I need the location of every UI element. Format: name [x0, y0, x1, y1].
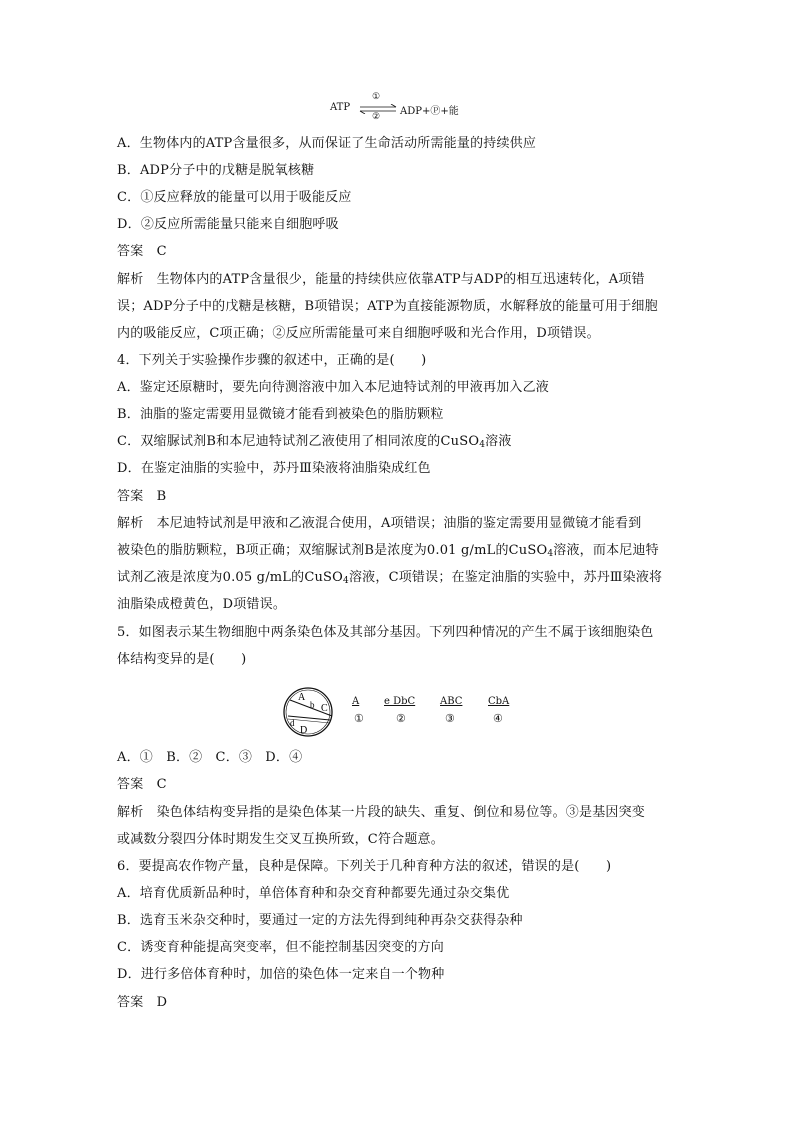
- cell-label-d: d: [290, 718, 295, 728]
- q5-stem-1: 5．如图表示某生物细胞中两条染色体及其部分基因。下列四种情况的产生不属于该细胞染色: [117, 625, 654, 640]
- figure-item-4-chrom: CbA: [488, 696, 510, 707]
- q5-analysis-2: 或减数分裂四分体时期发生交叉互换所致，C符合题意。: [117, 832, 444, 847]
- q3-analysis-2: 误；ADP分子中的戊糖是核糖，B项错误；ATP为直接能源物质，水解释放的能量可用于细胞: [117, 299, 658, 314]
- subscript: 4: [479, 440, 486, 450]
- q6-answer: 答案 D: [117, 995, 168, 1010]
- q4-answer: 答案 B: [117, 489, 167, 504]
- cell-label-c: C: [321, 703, 328, 714]
- figure-item-1-num: ①: [354, 712, 364, 725]
- figure-item-1-chrom: A: [352, 696, 360, 707]
- subscript: 4: [343, 576, 349, 586]
- q4-stem: 4．下列关于实验操作步骤的叙述中，正确的是( ): [117, 353, 427, 368]
- q5-analysis-1: 解析 染色体结构变异指的是染色体某一片段的缺失、重复、倒位和易位等。③是基因突变: [117, 805, 646, 820]
- figure-item-3-chrom: ABC: [440, 696, 463, 707]
- cell-label-d-upper: D: [300, 725, 308, 736]
- subscript: 4: [547, 549, 554, 559]
- cell-diagram: [280, 686, 340, 738]
- q4-analysis-4: 油脂染成橙黄色，D项错误。: [117, 597, 287, 612]
- q3-option-c: C．①反应释放的能量可以用于吸能反应: [117, 190, 352, 205]
- q4-analysis-2a: 被染色的脂肪颗粒，B项正确；双缩脲试剂B是浓度为0.01 g/mL的CuSO: [117, 543, 548, 558]
- q6-stem: 6．要提高农作物产量，良种是保障。下列关于几种育种方法的叙述，错误的是( ): [117, 859, 612, 874]
- q4-option-c-tail: 溶液: [485, 434, 512, 449]
- q3-option-d: D．②反应所需能量只能来自细胞呼吸: [117, 217, 339, 232]
- equation-left: ATP: [330, 102, 351, 113]
- q6-option-b: B．选育玉米杂交种时，要通过一定的方法先得到纯种再杂交获得杂种: [117, 913, 523, 928]
- chromosome-figure: [280, 686, 530, 736]
- atp-equation: [330, 94, 480, 122]
- q5-options: A．① B．② C．③ D．④: [117, 750, 303, 765]
- q4-analysis-3: [117, 569, 687, 590]
- q4-analysis-3b: 溶液，C项错误；在鉴定油脂的实验中，苏丹Ⅲ染液将: [348, 570, 663, 585]
- equation-right: ADP+Ⓟ+能: [400, 106, 459, 117]
- q4-option-c: [117, 433, 687, 454]
- q3-answer: 答案 C: [117, 244, 167, 259]
- cell-label-a: A: [298, 692, 306, 703]
- q4-analysis-1: 解析 本尼迪特试剂是甲液和乙液混合使用，A项错误；油脂的鉴定需要用显微镜才能看到: [117, 516, 642, 531]
- q6-option-c: C．诱变育种能提高突变率，但不能控制基因突变的方向: [117, 940, 444, 955]
- q5-answer: 答案 C: [117, 777, 167, 792]
- figure-item-2-num: ②: [396, 712, 406, 725]
- q3-option-a: A．生物体内的ATP含量很多，从而保证了生命活动所需能量的持续供应: [117, 136, 537, 151]
- equation-bottom-label: ②: [372, 112, 381, 122]
- q3-analysis-3: 内的吸能反应，C项正确；②反应所需能量可来自细胞呼吸和光合作用，D项错误。: [117, 326, 600, 341]
- q4-option-b: B．油脂的鉴定需要用显微镜才能看到被染色的脂肪颗粒: [117, 407, 444, 422]
- q4-option-a: A．鉴定还原糖时，要先向待测溶液中加入本尼迪特试剂的甲液再加入乙液: [117, 380, 549, 395]
- figure-item-2-chrom: e DbC: [384, 696, 416, 707]
- q4-analysis-2b: 溶液，而本尼迪特: [553, 543, 659, 558]
- q4-option-d: D．在鉴定油脂的实验中，苏丹Ⅲ染液将油脂染成红色: [117, 461, 431, 476]
- q5-stem-2: 体结构变异的是( ): [117, 652, 247, 667]
- q6-option-d: D．进行多倍体育种时，加倍的染色体一定来自一个物种: [117, 967, 445, 982]
- figure-item-3-num: ③: [445, 712, 455, 725]
- q6-option-a: A．培育优质新品种时，单倍体育种和杂交育种都要先通过杂交集优: [117, 886, 510, 901]
- equation-top-label: ①: [372, 92, 381, 102]
- cell-label-b: b: [310, 700, 315, 710]
- q4-analysis-2: [117, 542, 687, 563]
- q3-option-b: B．ADP分子中的戊糖是脱氧核糖: [117, 163, 315, 178]
- q3-analysis-1: 解析 生物体内的ATP含量很少，能量的持续供应依靠ATP与ADP的相互迅速转化，A项错: [117, 272, 645, 287]
- figure-item-4-num: ④: [493, 712, 503, 725]
- q4-analysis-3a: 试剂乙液是浓度为0.05 g/mL的CuSO: [117, 570, 344, 585]
- q4-option-c-text: C．双缩脲试剂B和本尼迪特试剂乙液使用了相同浓度的CuSO: [117, 434, 480, 449]
